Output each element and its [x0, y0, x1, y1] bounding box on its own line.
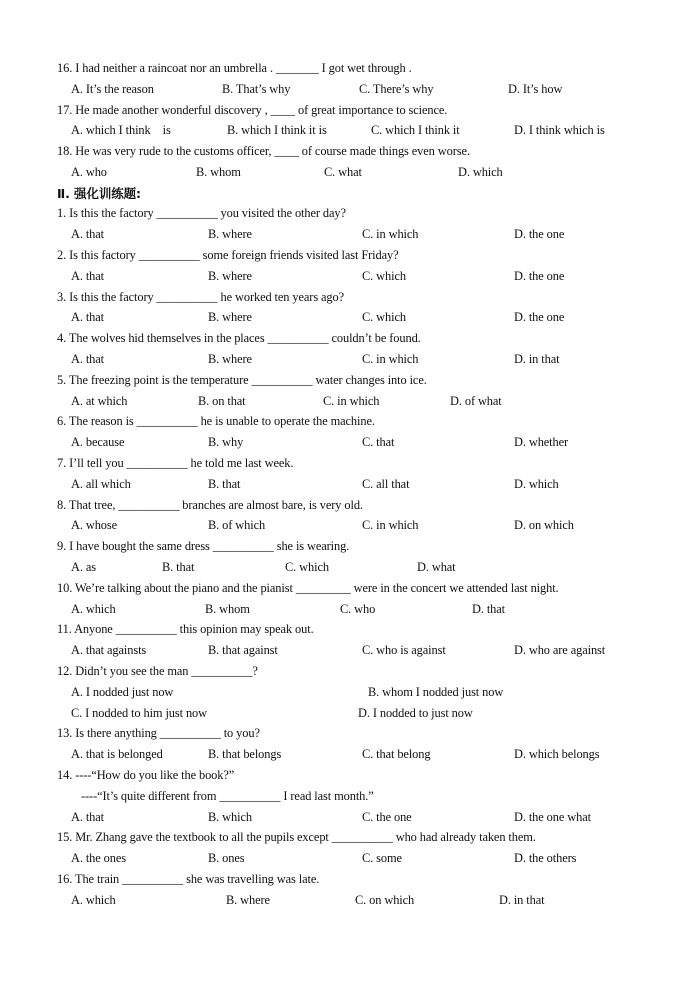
option-b: B. where	[208, 310, 252, 324]
question-17-top-stem	[57, 103, 447, 118]
option-d: D. who are against	[514, 643, 606, 657]
question-number: 11.	[57, 622, 72, 636]
question-stem-line	[57, 539, 349, 554]
option-a: A. that againsts	[71, 643, 147, 657]
option-d: D. the one	[514, 310, 565, 324]
option-a: A. because	[71, 435, 125, 449]
option-c: C. what	[324, 165, 362, 179]
option-a: A. who	[71, 165, 107, 179]
option-c: C. all that	[362, 477, 410, 491]
option-a: A. that	[71, 352, 105, 366]
option-b: B. that belongs	[208, 747, 282, 761]
question-stem: We’re talking about the piano and the pianist _________ were in the concert we attended last night.	[74, 581, 559, 595]
option-c: C. which	[285, 560, 329, 574]
question-stem: He was very rude to the customs officer, ____ of course made things even worse.	[75, 144, 470, 158]
option-c: C. that	[362, 435, 395, 449]
option-c: C. There’s why	[359, 82, 434, 96]
option-d: D. which	[458, 165, 503, 179]
option-a: A. at which	[71, 394, 128, 408]
question-stem: Is this factory __________ some foreign friends visited last Friday?	[69, 248, 399, 262]
option-c: C. in which	[362, 227, 419, 241]
option-a: A. I nodded just now	[71, 685, 174, 699]
question-number: 17.	[57, 103, 73, 117]
question-stem: That tree, __________ branches are almost bare, is very old.	[68, 498, 363, 512]
option-c: C. which	[362, 269, 406, 283]
option-d: D. in that	[499, 893, 545, 907]
question-number: 18.	[57, 144, 73, 158]
option-d: D. what	[417, 560, 456, 574]
option-c: C. that belong	[362, 747, 431, 761]
question-stem-line	[57, 498, 363, 513]
question-stem-line	[57, 331, 421, 346]
question-stem: I have bought the same dress __________ she is wearing.	[69, 539, 350, 553]
option-b: B. where	[208, 227, 252, 241]
option-b: B. whom	[205, 602, 250, 616]
option-a: A. the ones	[71, 851, 126, 865]
option-a: A. It’s the reason	[71, 82, 154, 96]
question-18-top-stem	[57, 144, 470, 159]
question-stem: Anyone __________ this opinion may speak out.	[74, 622, 314, 636]
question-stem-line	[57, 414, 375, 429]
option-c: C. who	[340, 602, 376, 616]
option-d: D. the one	[514, 227, 565, 241]
question-stem: Mr. Zhang gave the textbook to all the pupils except __________ who had already taken them.	[75, 830, 536, 844]
question-stem-line	[57, 726, 260, 741]
option-a: A. that	[71, 310, 105, 324]
option-d: D. the one	[514, 269, 565, 283]
question-stem: Is this the factory __________ you visited the other day?	[69, 206, 346, 220]
question-stem-line	[57, 248, 399, 263]
question-stem: I’ll tell you __________ he told me last week.	[69, 456, 294, 470]
question-stem: I had neither a raincoat nor an umbrella . _______ I got wet through .	[75, 61, 412, 75]
question-number: 8.	[57, 498, 67, 512]
question-number: 15.	[57, 830, 73, 844]
option-b: B. which	[208, 810, 252, 824]
question-number: 5.	[57, 373, 67, 387]
option-d: D. the one what	[514, 810, 591, 824]
question-stem: Is this the factory __________ he worked ten years ago?	[69, 290, 345, 304]
question-stem-line	[57, 830, 536, 845]
option-d: D. the others	[514, 851, 577, 865]
question-stem: Didn’t you see the man __________?	[75, 664, 258, 678]
option-a: A. which	[71, 893, 116, 907]
question-stem-line	[57, 581, 559, 596]
question-stem-line	[57, 373, 427, 388]
question-stem-line	[57, 290, 344, 305]
option-c: C. the one	[362, 810, 412, 824]
option-d: D. of what	[450, 394, 502, 408]
option-c: C. in which	[323, 394, 380, 408]
question-number: 9.	[57, 539, 67, 553]
question-number: 14.	[57, 768, 73, 782]
option-b: B. whom I nodded just now	[368, 685, 504, 699]
question-stem-line	[57, 456, 293, 471]
question-number: 4.	[57, 331, 67, 345]
option-b: B. where	[208, 352, 252, 366]
question-number: 10.	[57, 581, 73, 595]
question-stem-line	[57, 872, 319, 887]
option-b: B. that	[162, 560, 195, 574]
option-b: B. on that	[198, 394, 246, 408]
question-stem: The train __________ she was travelling was late.	[74, 872, 320, 886]
option-d: D. in that	[514, 352, 560, 366]
option-b: B. ones	[208, 851, 245, 865]
option-d: D. whether	[514, 435, 569, 449]
option-a: A. all which	[71, 477, 131, 491]
option-b: B. That’s why	[222, 82, 291, 96]
question-stem: He made another wonderful discovery , ____ of great importance to science.	[75, 103, 448, 117]
question-stem: Is there anything __________ to you?	[75, 726, 260, 740]
question-stem: The reason is __________ he is unable to operate the machine.	[68, 414, 375, 428]
option-b: B. that against	[208, 643, 278, 657]
option-d: D. which	[514, 477, 559, 491]
option-d: D. I nodded to just now	[358, 706, 473, 720]
option-a: A. which	[71, 602, 116, 616]
option-a: A. that	[71, 269, 105, 283]
question-stem-line	[57, 664, 258, 679]
option-a: A. whose	[71, 518, 118, 532]
question-number: 16.	[57, 872, 73, 886]
option-d: D. I think which is	[514, 123, 605, 137]
question-number: 6.	[57, 414, 67, 428]
option-a: A. as	[71, 560, 96, 574]
option-b: B. of which	[208, 518, 266, 532]
question-number: 16.	[57, 61, 73, 75]
question-number: 3.	[57, 290, 67, 304]
option-b: B. whom	[196, 165, 241, 179]
option-a: A. which I think is	[71, 123, 171, 137]
question-stem: The wolves hid themselves in the places __________ couldn’t be found.	[68, 331, 421, 345]
option-a: A. that	[71, 810, 105, 824]
option-b: B. where	[208, 269, 252, 283]
option-c: C. which I think it	[371, 123, 460, 137]
question-stem: ----“How do you like the book?”	[75, 768, 235, 782]
question-number: 12.	[57, 664, 73, 678]
question-number: 13.	[57, 726, 73, 740]
option-d: D. which belongs	[514, 747, 600, 761]
option-d: D. on which	[514, 518, 574, 532]
question-number: 1.	[57, 206, 67, 220]
option-c: C. on which	[355, 893, 415, 907]
option-c: C. who is against	[362, 643, 446, 657]
question-stem-line	[57, 768, 234, 783]
option-b: B. which I think it is	[227, 123, 327, 137]
option-a: A. that	[71, 227, 105, 241]
option-d: D. that	[472, 602, 506, 616]
question-stem: The freezing point is the temperature __________ water changes into ice.	[68, 373, 427, 387]
option-c: C. in which	[362, 518, 419, 532]
question-stem-line	[57, 206, 346, 221]
option-b: B. why	[208, 435, 244, 449]
option-c: C. which	[362, 310, 406, 324]
question-stem-second-line: ----“It’s quite different from __________ I read last month.”	[81, 789, 374, 803]
option-c: C. some	[362, 851, 402, 865]
option-d: D. It’s how	[508, 82, 563, 96]
option-c: C. in which	[362, 352, 419, 366]
option-b: B. where	[226, 893, 270, 907]
question-stem-line	[57, 622, 314, 637]
section-heading: Ⅱ. 强化训练题:	[57, 186, 141, 201]
option-b: B. that	[208, 477, 241, 491]
option-a: A. that is belonged	[71, 747, 163, 761]
question-number: 2.	[57, 248, 67, 262]
question-number: 7.	[57, 456, 67, 470]
question-16-top-stem	[57, 61, 412, 76]
option-c: C. I nodded to him just now	[71, 706, 208, 720]
